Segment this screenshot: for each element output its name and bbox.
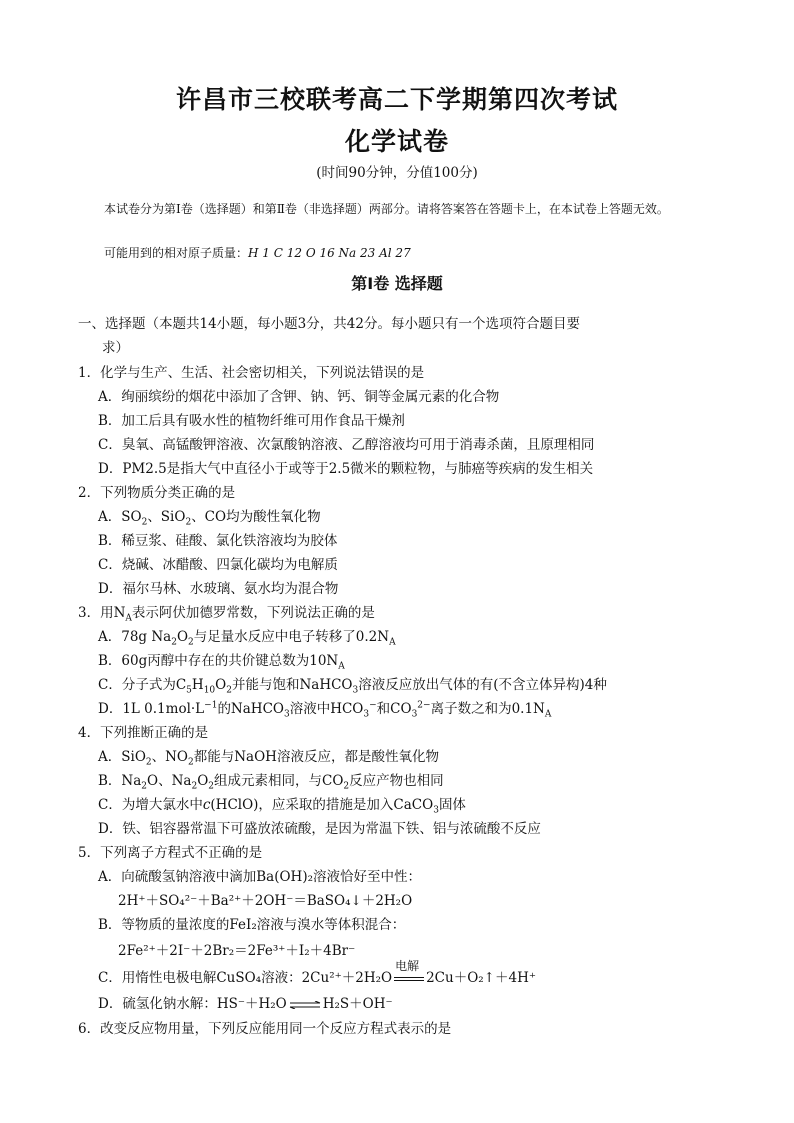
masses-values: H 1 C 12 O 16 Na 23 Al 27 [248,246,411,260]
q3-option-b: B．60g丙醇中存在的共价键总数为$10N_A$ [98,653,345,672]
q3-option-a: A．78g $Na_2O_2$与足量水反应中电子转移了$0.2N_A$ [98,629,396,648]
q1-option-c: C．臭氧、高锰酸钾溶液、次氯酸钠溶液、乙醇溶液均可用于消毒杀菌，且原理相同 [98,437,595,453]
part-intro-line1: 一、选择题（本题共14小题，每小题3分，共42分。每小题只有一个选项符合题目要 [78,316,580,332]
q2-stem: 2．下列物质分类正确的是 [78,485,236,501]
q1-option-a: A．绚丽缤纷的烟花中添加了含钾、钠、钙、铜等金属元素的化合物 [98,389,500,405]
q5-option-a: A．向硫酸氢钠溶液中滴加Ba(OH)₂溶液恰好至中性： [98,869,422,885]
q1-option-d: D．PM2.5是指大气中直径小于或等于2.5微米的颗粒物，与肺癌等疾病的发生相关 [98,461,594,477]
time-info: (时间90分钟，分值100分) [316,165,478,181]
q3-option-d: D．1L $0.1mol\cdot L^{-1}$的NaHCO$_3$溶液中$HCO_3^-$和$CO_3^{2-}$离子数之和为$0.1N_A$ [98,700,552,720]
q2-option-c: C．烧碱、冰醋酸、四氯化碳均为电解质 [98,557,338,573]
q5-stem: 5．下列离子方程式不正确的是 [78,845,263,861]
q5-option-b-equation: 2Fe²⁺＋2I⁻＋2Br₂＝2Fe³⁺＋I₂＋4Br⁻ [118,943,356,959]
atomic-masses [104,242,411,264]
q2-option-a: A．$SO_2$、SiO$_2$、CO均为酸性氧化物 [98,509,321,528]
q4-option-b: B．$Na_2O$、$Na_2O_2$组成元素相同，与$CO_2$反应产物也相同 [98,773,444,792]
exam-title: 许昌市三校联考高二下学期第四次考试 [175,85,618,114]
q5-option-b: B．等物质的量浓度的FeI₂溶液与溴水等体积混合： [98,917,406,933]
q3-option-c: C．分子式为$C_5H_{10}O_2$并能与饱和NaHCO$_3$溶液反应放出气体的有(不含立体异构)4种 [98,677,607,696]
part-intro-line2: 求） [102,340,129,356]
q3-stem: 3．用$N_A$表示阿伏加德罗常数，下列说法正确的是 [78,605,375,624]
q5-option-a-equation: 2H⁺＋SO₄²⁻＋Ba²⁺＋2OH⁻＝BaSO₄↓＋2H₂O [118,893,413,909]
q2-option-d: D．福尔马林、水玻璃、氨水均为混合物 [98,581,339,597]
section-title: 第Ⅰ卷 选择题 [351,274,443,293]
q4-option-d: D．铁、铝容器常温下可盛放浓硫酸，是因为常温下铁、铝与浓硫酸不反应 [98,821,541,837]
q4-option-a: A．SiO$_2$、$NO_2$都能与NaOH溶液反应，都是酸性氧化物 [98,749,439,768]
instructions: 本试卷分为第Ⅰ卷（选择题）和第Ⅱ卷（非选择题）两部分。请将答案答在答题卡上，在本试卷上答题无效。 [104,202,669,216]
reversible-arrow-icon [289,1001,321,1009]
q1-option-b: B．加工后具有吸水性的植物纤维可用作食品干燥剂 [98,413,405,429]
electrolysis-label: 电解 [395,959,420,973]
q4-option-c: C．为增大氯水中c(HClO)，应采取的措施是加入CaCO$_3$固体 [98,797,466,816]
exam-subject: 化学试卷 [344,127,449,156]
q2-option-b: B．稀豆浆、硅酸、氯化铁溶液均为胶体 [98,533,338,549]
q1-stem: 1．化学与生产、生活、社会密切相关，下列说法错误的是 [78,365,425,381]
q5-option-d: D．硫氢化钠水解：HS⁻＋H₂O H₂S＋OH⁻ [98,996,393,1012]
q6-stem: 6．改变反应物用量，下列反应能用同一个反应方程式表示的是 [78,1021,452,1037]
electrolysis-equals-sign [392,959,426,986]
q4-stem: 4．下列推断正确的是 [78,725,209,741]
masses-label: 可能用到的相对原子质量： [104,246,249,260]
q5-option-c: C．用惰性电极电解CuSO₄溶液：2Cu²⁺＋2H₂O 电解 2Cu＋O₂↑＋4H⁺ [98,959,536,986]
